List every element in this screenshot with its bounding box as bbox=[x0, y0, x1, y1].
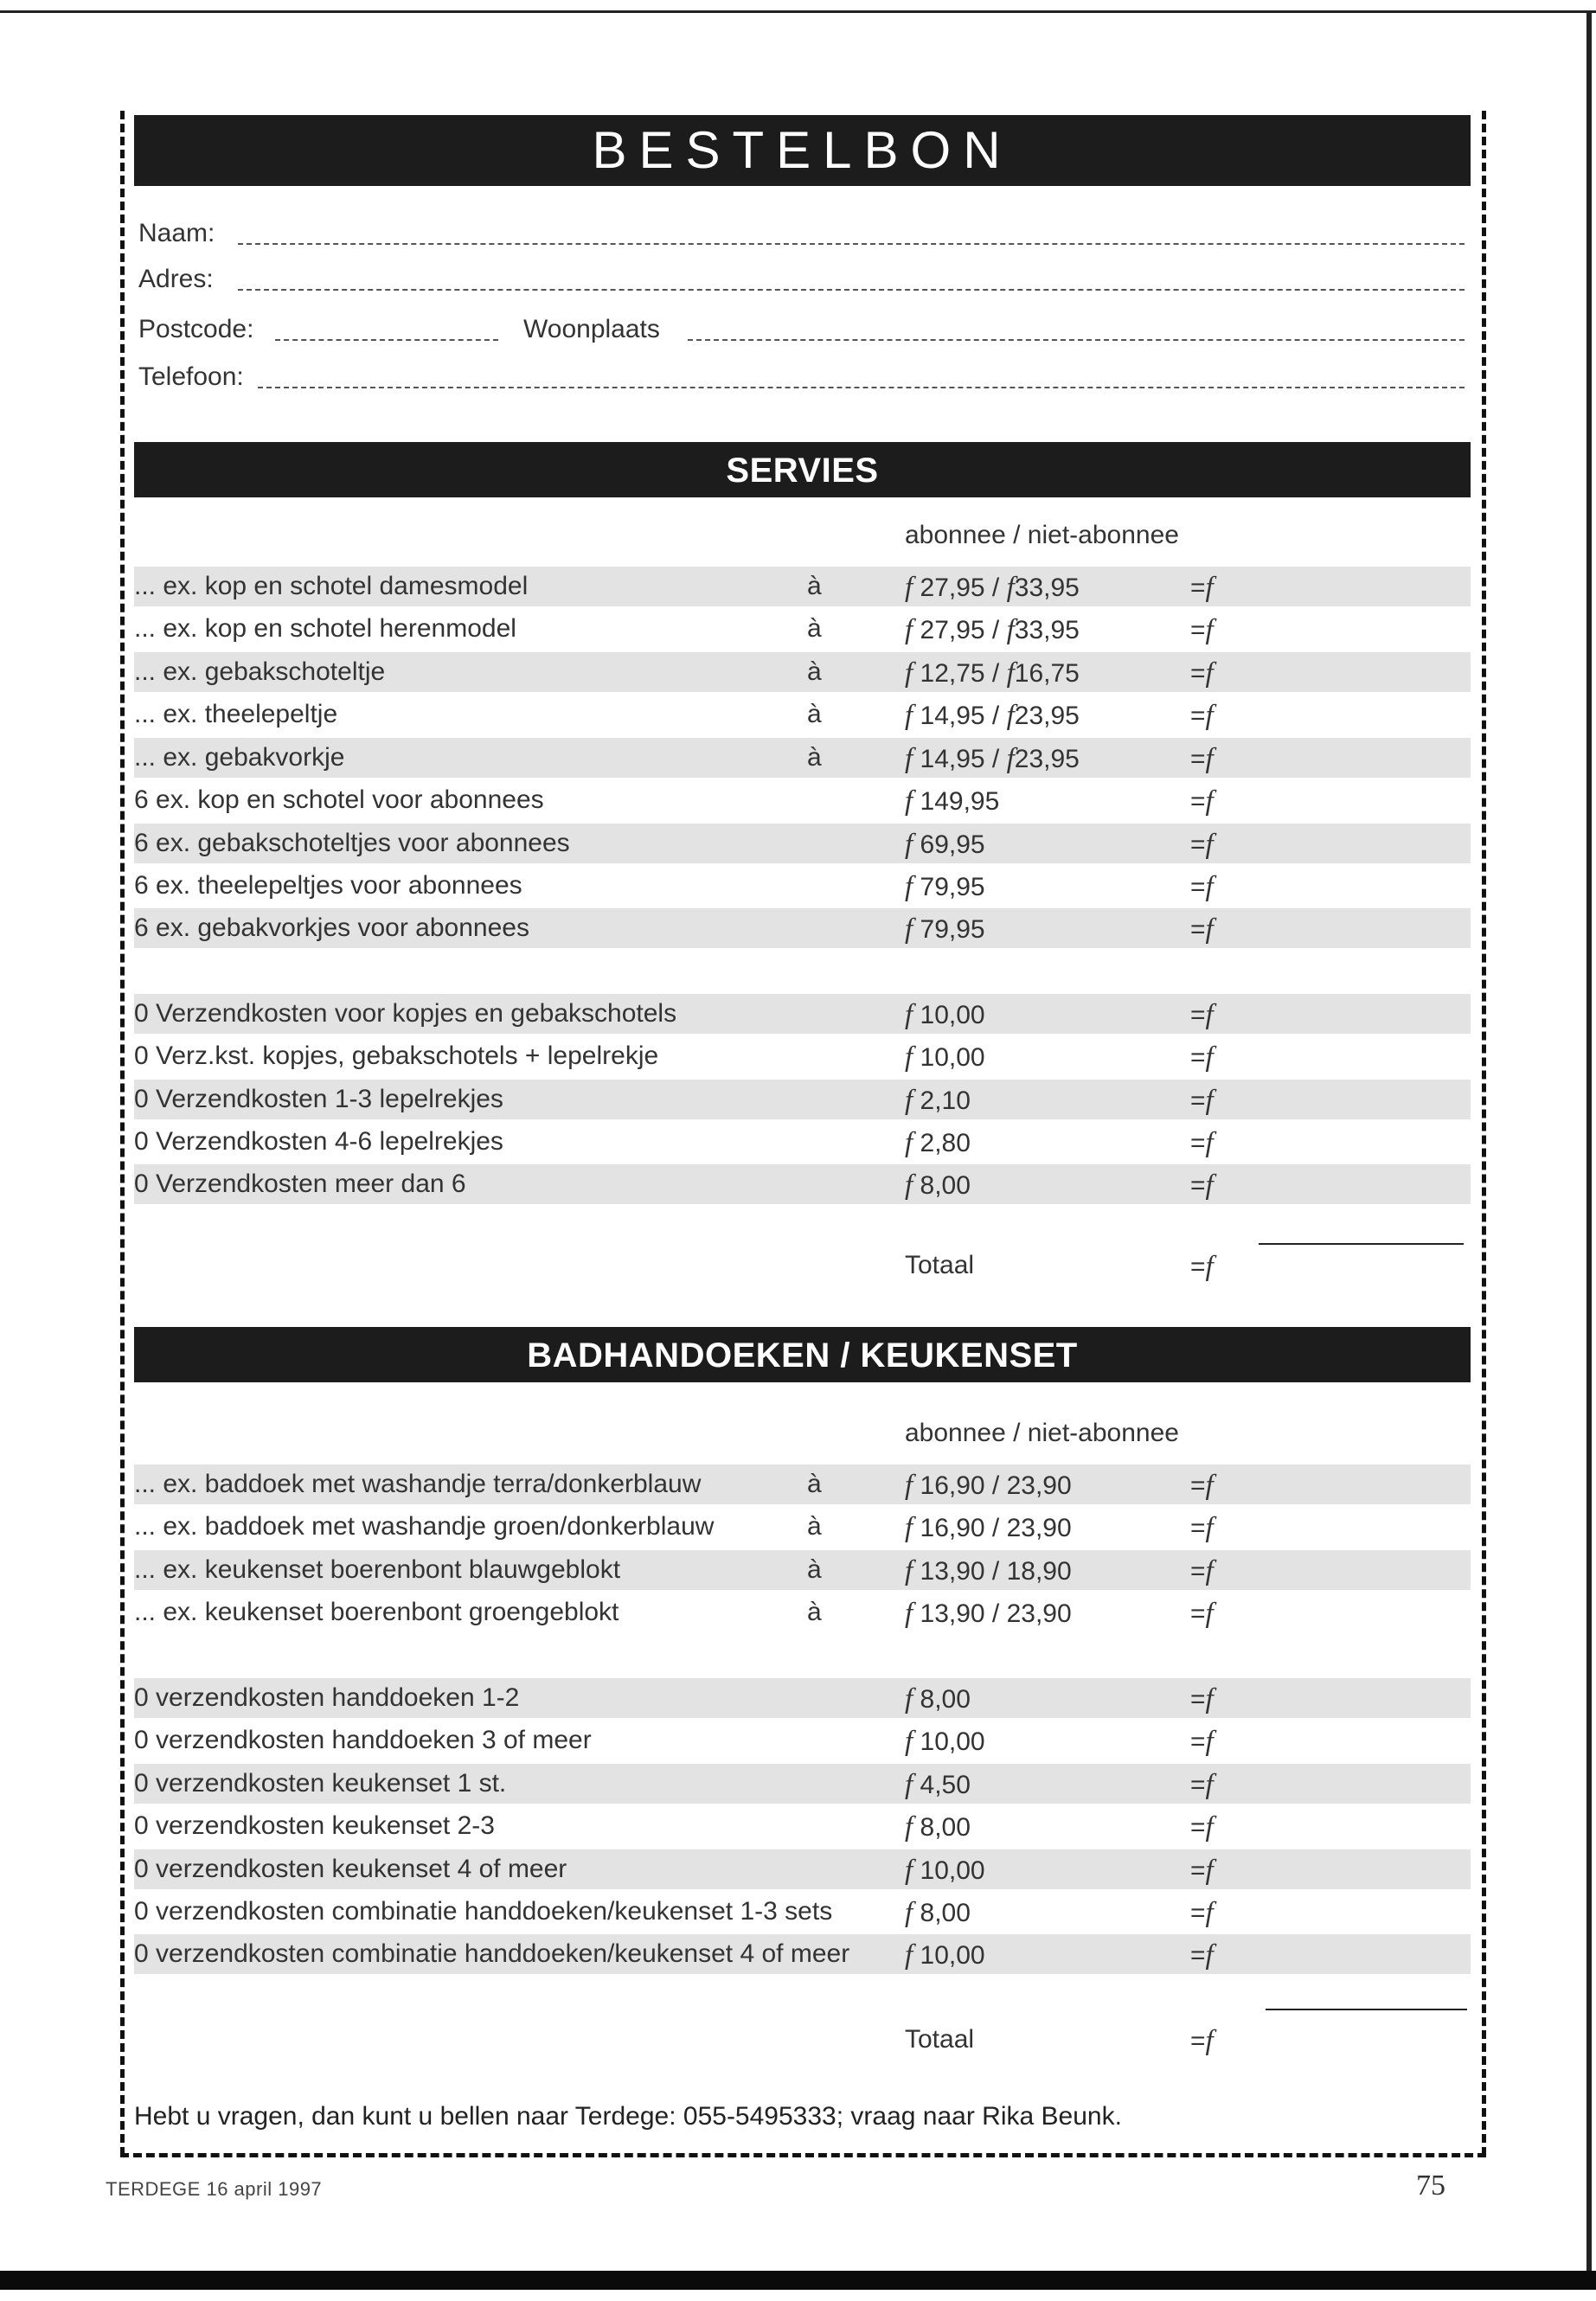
shipping-price: f 10,00 bbox=[905, 999, 985, 1030]
shipping-row bbox=[134, 1164, 1471, 1204]
item-price: f 79,95 bbox=[905, 913, 985, 945]
item-description: ... ex. baddoek met washandje terra/donkerblauw bbox=[134, 1470, 702, 1498]
shipping-price: f 8,00 bbox=[905, 1170, 971, 1201]
item-description: ... ex. kop en schotel herenmodel bbox=[134, 614, 516, 643]
item-price: f 13,90 / 23,90 bbox=[905, 1598, 1072, 1629]
amount-field[interactable]: =f bbox=[1190, 1085, 1214, 1116]
item-description: ... ex. theelepeltje bbox=[134, 700, 338, 728]
amount-field[interactable]: =f bbox=[1190, 1512, 1214, 1543]
amount-field[interactable]: =f bbox=[1190, 743, 1214, 774]
order-row bbox=[134, 567, 1471, 606]
page-number: 75 bbox=[1416, 2170, 1445, 2202]
order-row bbox=[134, 695, 1471, 734]
badhanddoeken-column-header: abonnee / niet-abonnee bbox=[905, 1419, 1179, 1447]
unit-marker: à bbox=[807, 572, 822, 600]
servies-total-line[interactable] bbox=[1259, 1243, 1464, 1245]
cut-line-left bbox=[120, 111, 125, 2156]
amount-field[interactable]: =f bbox=[1190, 1855, 1214, 1886]
shipping-price: f 4,50 bbox=[905, 1769, 971, 1800]
item-description: ... ex. baddoek met washandje groen/donkerblauw bbox=[134, 1512, 715, 1541]
shipping-description: 0 Verzendkosten meer dan 6 bbox=[134, 1170, 466, 1198]
amount-field[interactable]: =f bbox=[1190, 1127, 1214, 1158]
shipping-row bbox=[134, 1934, 1471, 1974]
address-field[interactable] bbox=[138, 265, 1471, 303]
cut-line-right bbox=[1482, 111, 1486, 2156]
city-label: Woonplaats bbox=[523, 315, 660, 343]
page-edge-top bbox=[0, 10, 1596, 13]
shipping-description: 0 verzendkosten keukenset 2-3 bbox=[134, 1811, 495, 1840]
order-row bbox=[134, 1507, 1471, 1547]
order-row bbox=[134, 908, 1471, 948]
shipping-price: f 8,00 bbox=[905, 1811, 971, 1843]
phone-label: Telefoon: bbox=[138, 362, 244, 391]
item-price: f 13,90 / 18,90 bbox=[905, 1555, 1072, 1586]
order-row bbox=[134, 824, 1471, 863]
item-description: 6 ex. kop en schotel voor abonnees bbox=[134, 785, 544, 814]
amount-field[interactable]: =f bbox=[1190, 657, 1214, 689]
total-label: Totaal bbox=[905, 1251, 975, 1279]
unit-marker: à bbox=[807, 1555, 822, 1584]
shipping-row bbox=[134, 1721, 1471, 1760]
item-description: 6 ex. gebakvorkjes voor abonnees bbox=[134, 913, 529, 942]
shipping-price: f 8,00 bbox=[905, 1897, 971, 1928]
item-price: f 27,95 / f33,95 bbox=[905, 614, 1080, 645]
shipping-price: f 10,00 bbox=[905, 1726, 985, 1757]
amount-field[interactable]: =f bbox=[1190, 999, 1214, 1030]
badhanddoeken-total-line[interactable] bbox=[1266, 2009, 1467, 2010]
shipping-description: 0 verzendkosten keukenset 4 of meer bbox=[134, 1855, 567, 1883]
name-input-line[interactable] bbox=[238, 243, 1465, 245]
city-input-line[interactable] bbox=[688, 339, 1465, 341]
magazine-credit: TERDEGE 16 april 1997 bbox=[106, 2178, 323, 2200]
amount-field[interactable]: =f bbox=[1190, 1470, 1214, 1501]
shipping-row bbox=[134, 1806, 1471, 1846]
servies-column-header: abonnee / niet-abonnee bbox=[905, 521, 1179, 549]
form-title: BESTELBON bbox=[134, 115, 1471, 186]
badhanddoeken-total-row bbox=[134, 2020, 1471, 2060]
amount-field[interactable]: =f bbox=[1190, 1683, 1214, 1715]
shipping-price: f 8,00 bbox=[905, 1683, 971, 1715]
item-price: f 12,75 / f16,75 bbox=[905, 657, 1080, 689]
item-description: 6 ex. theelepeltjes voor abonnees bbox=[134, 871, 522, 900]
item-price: f 27,95 / f33,95 bbox=[905, 572, 1080, 603]
amount-field[interactable]: =f bbox=[1190, 1555, 1214, 1586]
unit-marker: à bbox=[807, 700, 822, 728]
shipping-description: 0 verzendkosten combinatie handdoeken/keukenset 1-3 sets bbox=[134, 1897, 833, 1926]
amount-field[interactable]: =f bbox=[1190, 1042, 1214, 1073]
item-price: f 14,95 / f23,95 bbox=[905, 700, 1080, 731]
amount-field[interactable]: =f bbox=[1190, 1811, 1214, 1843]
item-description: ... ex. gebakvorkje bbox=[134, 743, 345, 772]
shipping-row bbox=[134, 994, 1471, 1034]
unit-marker: à bbox=[807, 614, 822, 643]
shipping-price: f 2,80 bbox=[905, 1127, 971, 1158]
unit-marker: à bbox=[807, 743, 822, 772]
order-row bbox=[134, 738, 1471, 778]
amount-field[interactable]: =f bbox=[1190, 871, 1214, 902]
servies-heading: SERVIES bbox=[134, 442, 1471, 497]
address-input-line[interactable] bbox=[238, 289, 1465, 291]
order-row bbox=[134, 609, 1471, 649]
item-price: f 149,95 bbox=[905, 785, 1000, 817]
badhanddoeken-heading: BADHANDOEKEN / KEUKENSET bbox=[134, 1327, 1471, 1382]
item-price: f 69,95 bbox=[905, 829, 985, 860]
shipping-price: f 10,00 bbox=[905, 1042, 985, 1073]
shipping-description: 0 verzendkosten combinatie handdoeken/keukenset 4 of meer bbox=[134, 1939, 850, 1968]
shipping-row bbox=[134, 1849, 1471, 1889]
amount-field[interactable]: =f bbox=[1190, 1897, 1214, 1928]
amount-field[interactable]: =f bbox=[1190, 1598, 1214, 1629]
amount-field[interactable]: =f bbox=[1190, 1726, 1214, 1757]
item-description: ... ex. keukenset boerenbont groengeblokt bbox=[134, 1598, 619, 1626]
item-price: f 16,90 / 23,90 bbox=[905, 1470, 1072, 1501]
page-edge-bottom bbox=[0, 2271, 1596, 2290]
item-description: 6 ex. gebakschoteltjes voor abonnees bbox=[134, 829, 570, 857]
order-row bbox=[134, 1465, 1471, 1504]
shipping-description: 0 Verzendkosten 1-3 lepelrekjes bbox=[134, 1085, 503, 1113]
amount-field[interactable]: =f bbox=[1190, 614, 1214, 645]
shipping-row bbox=[134, 1036, 1471, 1076]
amount-field[interactable]: =f bbox=[1190, 1939, 1214, 1971]
shipping-description: 0 verzendkosten handdoeken 3 of meer bbox=[134, 1726, 592, 1754]
order-row bbox=[134, 866, 1471, 906]
postcode-label: Postcode: bbox=[138, 315, 254, 343]
shipping-price: f 10,00 bbox=[905, 1939, 985, 1971]
order-row bbox=[134, 1593, 1471, 1632]
item-description: ... ex. kop en schotel damesmodel bbox=[134, 572, 529, 600]
item-description: ... ex. keukenset boerenbont blauwgeblokt bbox=[134, 1555, 621, 1584]
item-price: f 79,95 bbox=[905, 871, 985, 902]
amount-field[interactable]: =f bbox=[1190, 829, 1214, 860]
phone-input-line[interactable] bbox=[258, 387, 1465, 388]
unit-marker: à bbox=[807, 657, 822, 686]
item-price: f 14,95 / f23,95 bbox=[905, 743, 1080, 774]
name-field[interactable] bbox=[138, 219, 1471, 257]
contact-note: Hebt u vragen, dan kunt u bellen naar Terdege: 055-5495333; vraag naar Rika Beunk. bbox=[134, 2102, 1122, 2131]
name-label: Naam: bbox=[138, 219, 215, 247]
amount-field[interactable]: =f bbox=[1190, 913, 1214, 945]
amount-field[interactable]: =f bbox=[1190, 1769, 1214, 1800]
shipping-price: f 10,00 bbox=[905, 1855, 985, 1886]
shipping-description: 0 Verzendkosten 4-6 lepelrekjes bbox=[134, 1127, 503, 1156]
amount-field[interactable]: =f bbox=[1190, 1170, 1214, 1201]
shipping-description: 0 Verzendkosten voor kopjes en gebakschotels bbox=[134, 999, 677, 1028]
total-amount-field[interactable]: =f bbox=[1190, 1251, 1214, 1282]
shipping-price: f 2,10 bbox=[905, 1085, 971, 1116]
shipping-description: 0 Verz.kst. kopjes, gebakschotels + lepelrekje bbox=[134, 1042, 659, 1070]
shipping-row bbox=[134, 1678, 1471, 1718]
unit-marker: à bbox=[807, 1598, 822, 1626]
order-row bbox=[134, 1550, 1471, 1590]
amount-field[interactable]: =f bbox=[1190, 700, 1214, 731]
order-row bbox=[134, 780, 1471, 820]
postcode-input-line[interactable] bbox=[275, 339, 498, 341]
shipping-row bbox=[134, 1892, 1471, 1932]
shipping-description: 0 verzendkosten handdoeken 1-2 bbox=[134, 1683, 520, 1712]
item-price: f 16,90 / 23,90 bbox=[905, 1512, 1072, 1543]
amount-field[interactable]: =f bbox=[1190, 785, 1214, 817]
address-label: Adres: bbox=[138, 265, 214, 293]
cut-line-bottom bbox=[120, 2153, 1486, 2157]
shipping-row bbox=[134, 1080, 1471, 1119]
shipping-row bbox=[134, 1122, 1471, 1162]
shipping-row bbox=[134, 1764, 1471, 1804]
servies-total-row bbox=[134, 1246, 1471, 1285]
unit-marker: à bbox=[807, 1470, 822, 1498]
item-description: ... ex. gebakschoteltje bbox=[134, 657, 386, 686]
amount-field[interactable]: =f bbox=[1190, 572, 1214, 603]
shipping-description: 0 verzendkosten keukenset 1 st. bbox=[134, 1769, 507, 1798]
order-row bbox=[134, 652, 1471, 692]
unit-marker: à bbox=[807, 1512, 822, 1541]
postcode-field[interactable] bbox=[138, 315, 1471, 353]
total-amount-field[interactable]: =f bbox=[1190, 2025, 1214, 2056]
total-label: Totaal bbox=[905, 2025, 975, 2054]
page-edge-right bbox=[1586, 10, 1592, 2277]
phone-field[interactable] bbox=[138, 362, 1471, 401]
